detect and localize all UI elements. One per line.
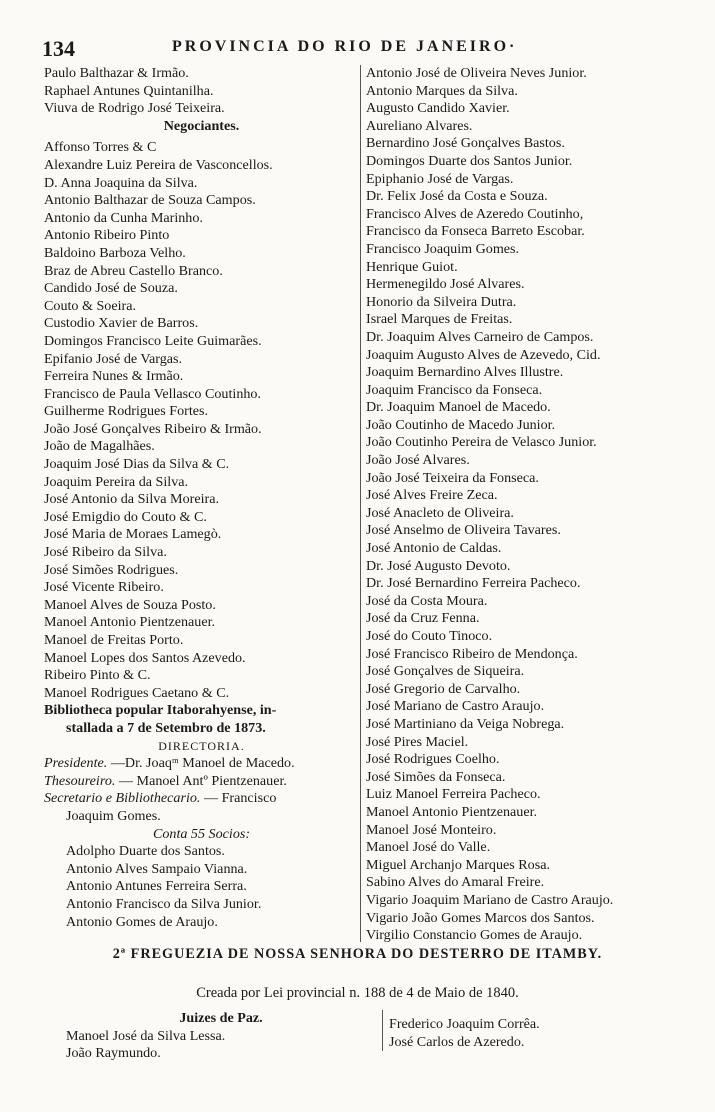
list-item: Frederico Joaquim Corrêa.: [389, 1016, 540, 1032]
list-item: João José Teixeira da Fonseca.: [366, 469, 539, 486]
list-item: José Ribeiro da Silva.: [44, 544, 167, 561]
list-item: João Coutinho Pereira de Velasco Junior.: [366, 434, 597, 451]
list-item: Joaquim Francisco da Fonseca.: [366, 381, 543, 398]
list-item: Couto & Soeira.: [44, 297, 136, 314]
list-item: Francisco Joaquim Gomes.: [366, 240, 520, 257]
list-item: Manoel Lopes dos Santos Azevedo.: [44, 649, 246, 666]
directoria-list: [44, 755, 359, 808]
list-item: Candido José de Souza.: [44, 280, 178, 297]
directoria-heading: DIRECTORIA.: [158, 738, 245, 753]
list-item: Viuva de Rodrigo José Teixeira.: [44, 100, 225, 117]
list-item: Hermenegildo José Alvares.: [366, 276, 525, 293]
list-item: José Antonio da Silva Moreira.: [44, 491, 219, 508]
list-item: Honorio da Silveira Dutra.: [366, 293, 517, 310]
list-item: José Carlos de Azeredo.: [389, 1033, 525, 1050]
list-item: João Coutinho de Macedo Junior.: [366, 416, 556, 433]
list-item: Antonio da Cunha Marinho.: [44, 209, 203, 226]
page-header: [42, 36, 682, 61]
list-item: Antonio Marques da Silva.: [366, 82, 518, 99]
list-item: Manoel de Freitas Porto.: [44, 632, 184, 648]
list-item: Antonio Gomes de Araujo.: [66, 913, 218, 930]
list-item: Dr. Joaquim Alves Carneiro de Campos.: [366, 328, 594, 345]
directoria-item: [44, 773, 359, 791]
list-item: Dr. Joaquim Manoel de Macedo.: [366, 399, 551, 416]
list-item: Ribeiro Pinto & C.: [44, 667, 151, 684]
list-item: Vigario João Gomes Marcos dos Santos.: [366, 909, 595, 926]
list-item: Luiz Manoel Ferreira Pacheco.: [366, 786, 541, 803]
list-item: Joaquim Pereira da Silva.: [44, 473, 189, 490]
list-item: José Simões Rodrigues.: [44, 561, 179, 578]
left-column: [44, 65, 359, 931]
page-number: 134: [42, 36, 75, 61]
directoria-name: — Manoel Antº Pientzenauer.: [118, 772, 287, 789]
list-item: José Rodrigues Coelho.: [366, 751, 500, 768]
negociantes-heading: Negociantes.: [163, 117, 240, 134]
list-item: José Martiniano da Veiga Nobrega.: [366, 715, 565, 732]
juizes-right-column: [382, 1010, 692, 1051]
list-item: D. Anna Joaquina da Silva.: [44, 174, 198, 191]
list-item: Bernardino José Gonçalves Bastos.: [366, 135, 565, 152]
list-item: José do Couto Tinoco.: [366, 628, 493, 644]
directoria-role: Thesoureiro.: [44, 772, 116, 789]
list-item: Miguel Archanjo Marques Rosa.: [366, 856, 550, 873]
list-item: José Gonçalves de Siqueira.: [366, 663, 525, 680]
list-item: Epifanio José de Vargas.: [44, 350, 183, 367]
list-item: Dr. José Bernardino Ferreira Pacheco.: [366, 575, 581, 592]
list-item: Paulo Balthazar & Irmão.: [44, 65, 189, 81]
directoria-name: — Francisco: [203, 790, 277, 807]
list-item: Aureliano Alvares.: [366, 117, 473, 134]
socios-heading: Conta 55 Socios:: [152, 825, 251, 842]
list-item: Antonio Alves Sampaio Vianna.: [66, 860, 248, 877]
list-item: José Anacleto de Oliveira.: [366, 504, 514, 521]
socios-list: [44, 843, 359, 931]
list-item: Joaquim José Dias da Silva & C.: [44, 456, 230, 473]
list-item: Francisco de Paula Vellasco Coutinho.: [44, 385, 261, 402]
list-item: Antonio Antunes Ferreira Serra.: [66, 878, 247, 895]
list-item: Manoel José Monteiro.: [366, 821, 497, 838]
list-item: Manoel Antonio Pientzenauer.: [366, 803, 538, 820]
list-item: Domingos Francisco Leite Guimarães.: [44, 332, 262, 349]
list-item: José Gregorio de Carvalho.: [366, 680, 521, 697]
list-item: Joaquim Augusto Alves de Azevedo, Cid.: [366, 346, 601, 363]
directoria-role: Presidente.: [44, 755, 108, 772]
negociantes-list: [44, 139, 359, 702]
list-item: Manoel Rodrigues Caetano & C.: [44, 684, 230, 701]
list-item: Manoel Antonio Pientzenauer.: [44, 614, 216, 631]
list-item: Manoel José do Valle.: [366, 839, 491, 856]
list-item: Braz de Abreu Castello Branco.: [44, 262, 223, 279]
list-item: José Pires Maciel.: [366, 733, 469, 750]
list-item: Adolpho Duarte dos Santos.: [66, 843, 225, 860]
list-item: Dr. José Augusto Devoto.: [366, 557, 511, 574]
list-item: Sabino Alves do Amaral Freire.: [366, 874, 545, 891]
list-item: José da Cruz Fenna.: [366, 610, 480, 627]
list-item: José Maria de Moraes Lamegò.: [44, 526, 222, 543]
directoria-name: —Dr. Joaqᵐ Manoel de Macedo.: [110, 755, 295, 772]
list-item: José Francisco Ribeiro de Mendonça.: [366, 645, 578, 662]
list-item: Antonio José de Oliveira Neves Junior.: [366, 65, 587, 81]
list-item: Manoel José da Silva Lessa.: [66, 1027, 226, 1044]
list-item: Antonio Ribeiro Pinto: [44, 227, 170, 244]
directoria-item: [44, 790, 359, 808]
juizes-heading: Juizes de Paz.: [179, 1010, 263, 1026]
bibliotheca-title-line-1: Bibliotheca popular Itaborahyense, in-: [44, 702, 277, 719]
list-item: Joaquim Bernardino Alves Illustre.: [366, 364, 564, 381]
list-item: Francisco da Fonseca Barreto Escobar.: [366, 223, 585, 240]
right-names-list: [366, 65, 705, 945]
list-item: Raphael Antunes Quintanilha.: [44, 82, 214, 99]
right-column: [360, 65, 705, 942]
list-item: Epiphanio José de Vargas.: [366, 170, 514, 187]
list-item: Vigario Joaquim Mariano de Castro Araujo.: [366, 891, 614, 908]
list-item: Affonso Torres & C: [44, 139, 157, 156]
list-item: Baldoino Barboza Velho.: [44, 244, 186, 261]
section-title: 2ª FREGUEZIA DE NOSSA SENHORA DO DESTERRO DE ITAMBY.: [112, 946, 603, 962]
list-item: João José Alvares.: [366, 452, 470, 469]
list-item: Guilherme Rodrigues Fortes.: [44, 403, 209, 420]
directoria-continuation: Joaquim Gomes.: [66, 807, 161, 824]
list-item: Manoel Alves de Souza Posto.: [44, 596, 216, 613]
list-item: Dr. Felix José da Costa e Souza.: [366, 188, 548, 205]
section-subtitle: Creada por Lei provincial n. 188 de 4 de Maio de 1840.: [196, 985, 519, 1001]
list-item: Alexandre Luiz Pereira de Vasconcellos.: [44, 156, 273, 173]
list-item: José Vicente Ribeiro.: [44, 579, 164, 596]
list-item: Antonio Balthazar de Souza Campos.: [44, 192, 256, 209]
directoria-item: [44, 755, 359, 773]
list-item: José Antonio de Caldas.: [366, 540, 502, 557]
list-item: João de Magalhães.: [44, 438, 155, 455]
list-item: José Simões da Fonseca.: [366, 768, 506, 785]
bibliotheca-title-line-2: stallada a 7 de Setembro de 1873.: [66, 719, 266, 736]
list-item: José Alves Freire Zeca.: [366, 487, 498, 504]
list-item: Israel Marques de Freitas.: [366, 311, 513, 328]
list-item: Custodio Xavier de Barros.: [44, 315, 199, 332]
list-item: Virgilio Constancio Gomes de Araujo.: [366, 927, 583, 944]
list-item: Domingos Duarte dos Santos Junior.: [366, 152, 573, 169]
list-item: João Raymundo.: [66, 1045, 161, 1062]
list-item: Henrique Guiot.: [366, 258, 458, 275]
list-item: Ferreira Nunes & Irmão.: [44, 368, 184, 385]
list-item: João José Gonçalves Ribeiro & Irmão.: [44, 420, 262, 437]
list-item: José Emigdio do Couto & C.: [44, 508, 207, 525]
list-item: José da Costa Moura.: [366, 592, 488, 609]
juizes-left-column: [66, 1010, 376, 1063]
list-item: Augusto Candido Xavier.: [366, 100, 510, 117]
list-item: Francisco Alves de Azeredo Coutinho,: [366, 205, 584, 222]
list-item: José Mariano de Castro Araujo.: [366, 698, 545, 715]
directoria-role: Secretario e Bibliothecario.: [44, 790, 201, 807]
list-item: Antonio Francisco da Silva Junior.: [66, 895, 262, 912]
list-item: José Anselmo de Oliveira Tavares.: [366, 522, 561, 539]
running-title: PROVINCIA DO RIO DE JANEIRO·: [172, 38, 518, 55]
